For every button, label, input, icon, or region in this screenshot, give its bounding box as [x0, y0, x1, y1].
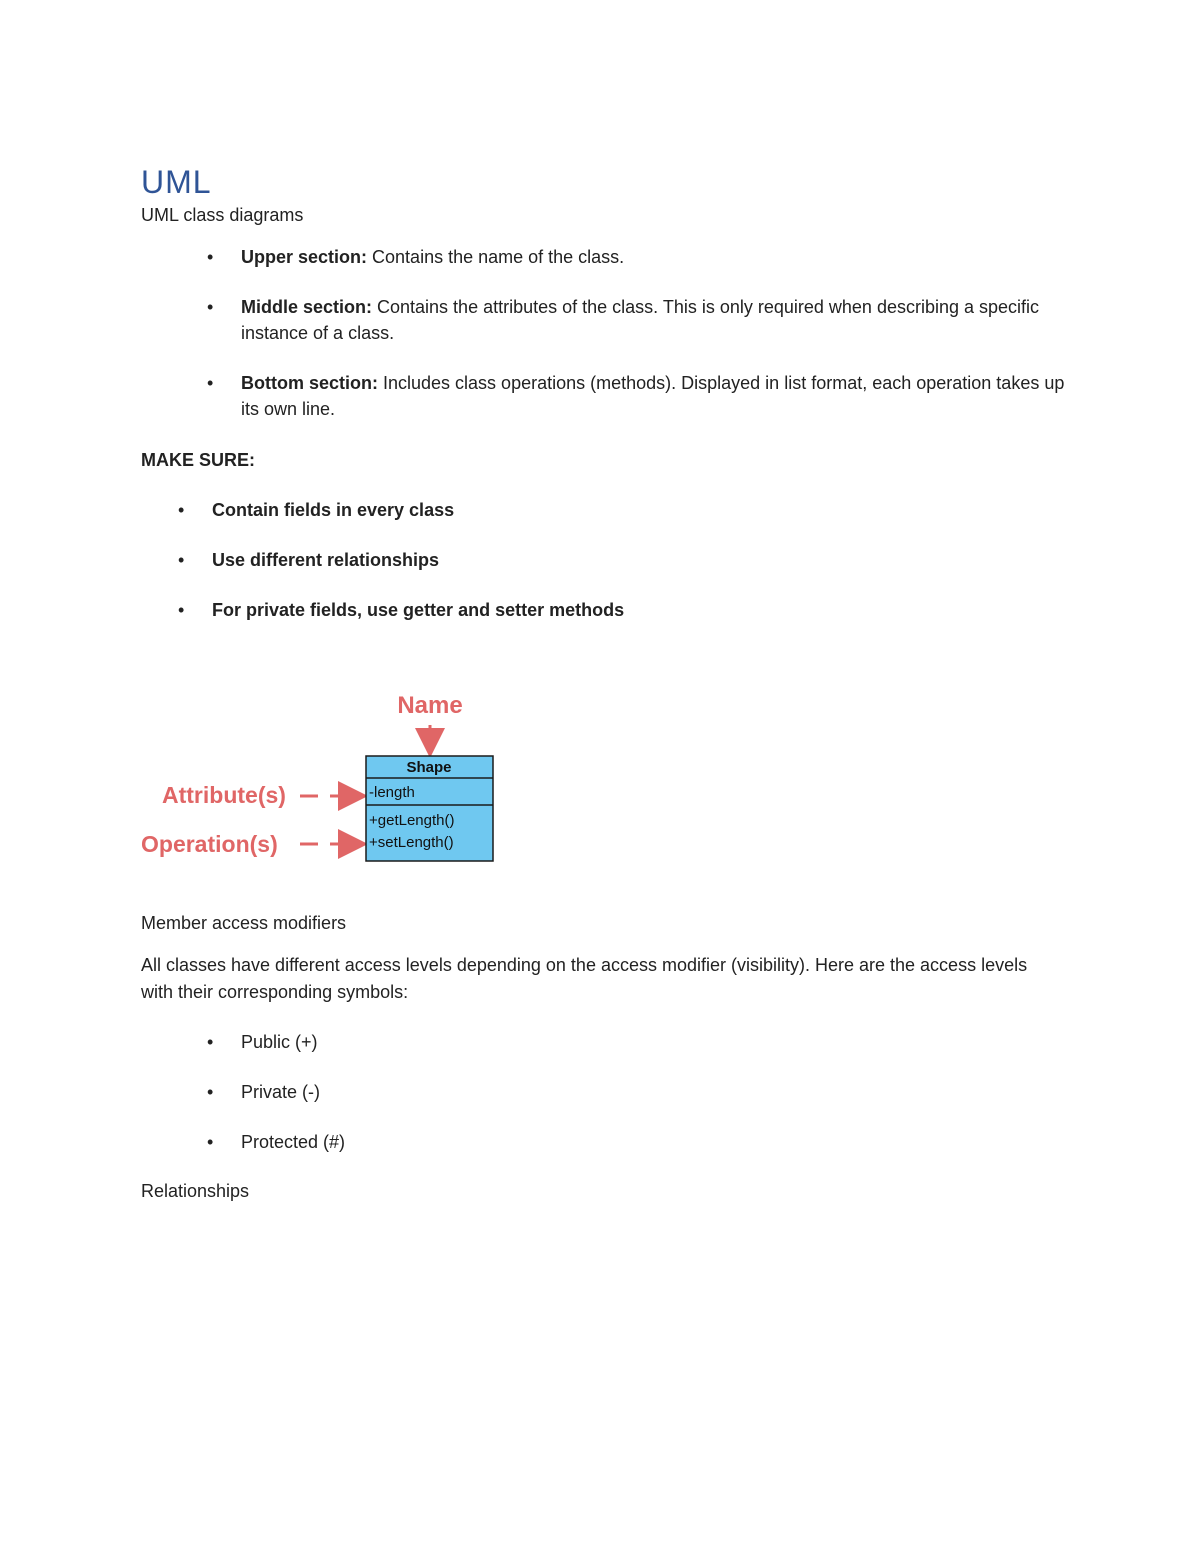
make-sure-label-text: MAKE SURE:	[141, 450, 256, 470]
class-operation: +setLength()	[369, 834, 454, 851]
bullet-icon: •	[207, 1082, 214, 1102]
bullet-icon: •	[207, 1032, 214, 1052]
bullet-icon: •	[178, 500, 185, 520]
bullet-icon: •	[207, 297, 214, 317]
list-item-text: Protected (#)	[241, 1132, 346, 1152]
class-attribute: -length	[369, 784, 415, 801]
operations-label: Operation(s)	[141, 831, 278, 857]
access-heading: Member access modifiers	[141, 913, 347, 933]
list-item-text: Contains the attributes of the class. This is only required when describing a specific instance of a class.	[241, 297, 1040, 343]
bullet-icon: •	[207, 373, 214, 393]
list-item-upper	[207, 244, 1071, 270]
section-heading-class-diagrams: UML class diagrams	[141, 205, 304, 225]
class-name: Shape	[406, 759, 452, 776]
list-item-text: Private (-)	[241, 1082, 321, 1102]
list-item	[178, 497, 1012, 523]
section-list	[207, 244, 1071, 422]
list-item-text: Contain fields in every class	[212, 500, 455, 520]
list-item	[178, 597, 1012, 623]
list-item-label: Upper section:	[241, 247, 368, 267]
list-item	[207, 1129, 941, 1155]
attributes-label: Attribute(s)	[162, 782, 286, 808]
access-paragraph: All classes have different access levels depending on the access modifier (visibility). Here are the access levels with their corresponding symbols:	[141, 955, 1028, 1002]
list-item-text: Use different relationships	[212, 550, 440, 570]
list-item-text: For private fields, use getter and setter methods	[212, 600, 625, 620]
access-list	[207, 1029, 941, 1155]
uml-diagram-svg	[130, 680, 530, 880]
name-label: Name	[397, 692, 463, 719]
uml-class-diagram	[130, 680, 530, 880]
class-operation: +getLength()	[369, 812, 455, 829]
bullet-icon: •	[178, 600, 185, 620]
page-title: UML	[141, 164, 212, 200]
make-sure-list	[178, 497, 1012, 623]
bullet-icon: •	[207, 1132, 214, 1152]
list-item-text: Includes class operations (methods). Displayed in list format, each operation takes up its own line.	[241, 373, 1065, 419]
list-item-text: Contains the name of the class.	[367, 247, 625, 267]
bullet-icon: •	[207, 247, 214, 267]
list-item-label: Bottom section:	[241, 373, 378, 393]
list-item-bottom	[207, 370, 1071, 422]
list-item-middle	[207, 294, 1071, 346]
relationships-heading: Relationships	[141, 1181, 250, 1201]
list-item	[207, 1079, 941, 1105]
make-sure-label	[141, 447, 255, 474]
list-item-label: Middle section:	[241, 297, 373, 317]
list-item	[178, 547, 1012, 573]
list-item-text: Public (+)	[241, 1032, 318, 1052]
bullet-icon: •	[178, 550, 185, 570]
list-item	[207, 1029, 941, 1055]
